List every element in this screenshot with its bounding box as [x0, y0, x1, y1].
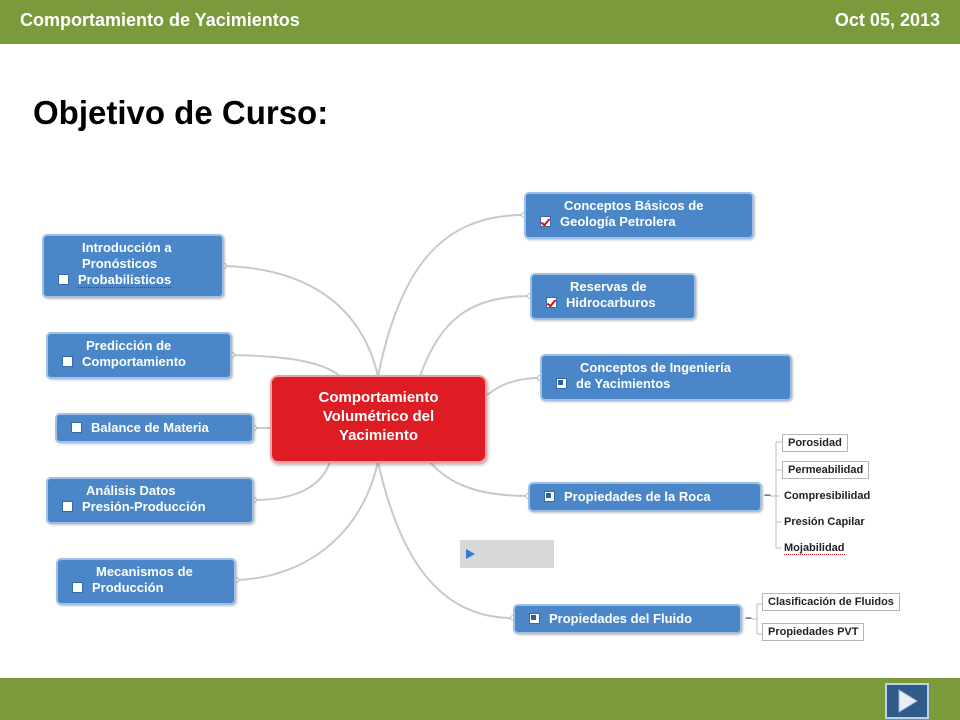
next-slide-button[interactable] [885, 683, 929, 719]
node-reservas-hidrocarburos[interactable] [530, 273, 696, 320]
leaf-permeabilidad[interactable]: Permeabilidad [782, 461, 869, 479]
node-line: Análisis Datos [86, 483, 176, 498]
connector-right-3 [487, 378, 540, 395]
task-checkbox[interactable] [71, 422, 82, 433]
node-line: Probabilisticos [78, 272, 172, 287]
node-line: de Yacimientos [576, 376, 671, 391]
center-line-1: Comportamiento [318, 389, 439, 406]
node-introduccion-pronosticos[interactable] [42, 234, 224, 298]
connector-roca-bracket [770, 442, 782, 548]
node-line: Propiedades del Fluido [549, 611, 693, 626]
node-conceptos-geologia[interactable] [524, 192, 754, 239]
connector-left-4 [254, 462, 330, 500]
node-mecanismos-produccion[interactable] [56, 558, 236, 605]
play-icon [466, 549, 475, 559]
task-checkbox[interactable] [62, 501, 73, 512]
node-line: Propiedades de la Roca [564, 489, 711, 504]
node-line: Reservas de [570, 279, 647, 294]
connector-left-5 [236, 462, 378, 580]
footer-bar [0, 678, 960, 720]
node-line: Geología Petrolera [560, 214, 676, 229]
center-line-3: Yacimiento [338, 427, 419, 444]
presentation-title: Comportamiento de Yacimientos [20, 10, 300, 30]
node-line: Producción [92, 580, 164, 595]
leaf-propiedades-pvt[interactable]: Propiedades PVT [762, 623, 864, 641]
node-propiedades-fluido[interactable] [513, 604, 742, 634]
node-line: Conceptos de Ingeniería [580, 360, 731, 375]
task-checkbox[interactable] [58, 274, 69, 285]
progress-quarter-icon[interactable] [556, 378, 567, 389]
progress-quarter-icon[interactable] [529, 613, 540, 624]
node-line: Conceptos Básicos de [564, 198, 704, 213]
collapse-roca-toggle[interactable]: − [764, 488, 772, 502]
node-propiedades-roca[interactable] [528, 482, 762, 512]
checked-checkbox-icon[interactable] [546, 297, 557, 308]
node-line: Introducción a [82, 240, 172, 255]
presentation-date: Oct 05, 2013 [834, 10, 940, 30]
node-line: Balance de Materia [91, 420, 209, 435]
node-analisis-datos[interactable] [46, 477, 254, 524]
node-conceptos-ingenieria[interactable] [540, 354, 792, 401]
node-line: Mecanismos de [96, 564, 193, 579]
leaf-clasificacion-fluidos[interactable]: Clasificación de Fluidos [762, 593, 900, 611]
leaf-porosidad[interactable]: Porosidad [782, 434, 848, 452]
mindmap-center-node[interactable] [270, 375, 487, 463]
connector-right-4 [430, 462, 528, 496]
checked-checkbox-icon[interactable] [540, 216, 551, 227]
node-balance-materia[interactable] [55, 413, 254, 443]
progress-quarter-icon[interactable] [544, 491, 555, 502]
connector-left-2 [232, 355, 340, 376]
node-line: Predicción de [86, 338, 172, 353]
task-checkbox[interactable] [72, 582, 83, 593]
node-line: Presión-Producción [82, 499, 206, 514]
connector-left-1 [224, 266, 378, 376]
task-checkbox[interactable] [62, 356, 73, 367]
leaf-mojabilidad[interactable]: Mojabilidad [784, 542, 845, 554]
leaf-compresibilidad[interactable]: Compresibilidad [784, 490, 871, 502]
node-prediccion-comportamiento[interactable] [46, 332, 232, 379]
node-line: Hidrocarburos [566, 295, 656, 310]
connector-right-2 [420, 296, 530, 376]
node-line: Comportamiento [82, 354, 186, 369]
media-play-placeholder[interactable] [460, 540, 554, 568]
collapse-fluido-toggle[interactable]: − [745, 611, 753, 625]
node-line: Pronósticos [82, 256, 158, 271]
play-forward-icon [887, 685, 927, 717]
leaf-presion-capilar[interactable]: Presión Capilar [784, 516, 865, 528]
connector-right-1 [378, 215, 524, 376]
center-line-2: Volumétrico del [322, 408, 435, 425]
slide-title: Objetivo de Curso: [33, 94, 329, 131]
